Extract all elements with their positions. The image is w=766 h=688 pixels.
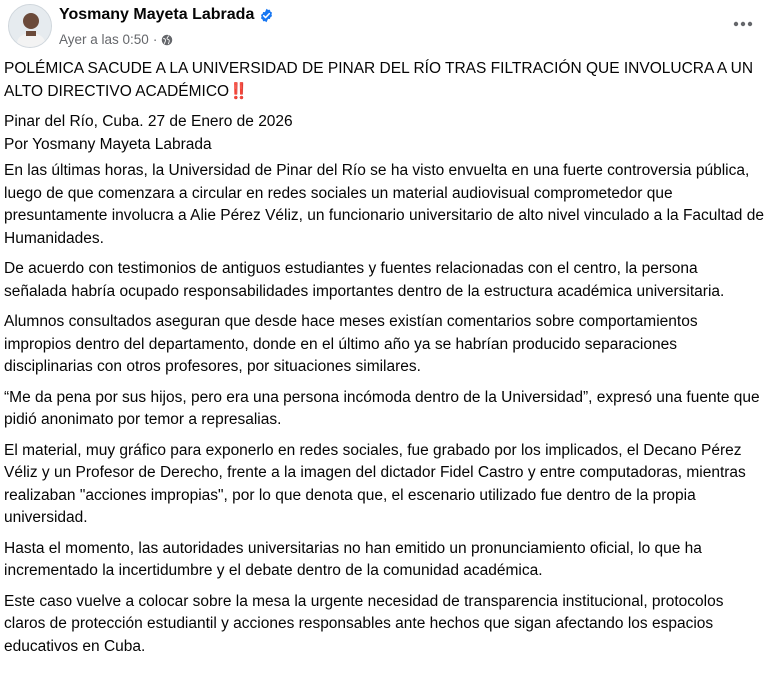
post-paragraph: El material, muy gráfico para exponerlo en redes sociales, fue grabado por los implicados, el Decano Pérez Véliz y un Profesor de Derecho, frente a la imagen del dictador Fidel Castro y entre computadoras, mientras realizaban "acciones impropias", por lo que denota que, el escenario utilizado fue dentro de la propia universidad. [4, 441, 746, 526]
double-exclamation-emoji: ‼️ [229, 82, 247, 100]
post-paragraph: De acuerdo con testimonios de antiguos estudiantes y fuentes relacionadas con el centro, la persona señalada habría ocupado responsabilidades importantes dentro de la estructura académica universitaria. [4, 260, 725, 300]
post-quote-paragraph: “Me da pena por sus hijos, pero era una persona incómoda dentro de la Universidad”, expresó una fuente que pidió anonimato por temor a represalias. [4, 388, 760, 428]
post-paragraph: Este caso vuelve a colocar sobre la mesa la urgente necesidad de transparencia institucional, protocolos claros de protección estudiantil y acciones responsables ante hechos que sigan afectando los espacios educativos en Cuba. [4, 592, 724, 655]
globe-icon[interactable] [161, 34, 173, 46]
meta-separator: · [152, 32, 158, 47]
more-options-button[interactable] [730, 14, 756, 34]
post-paragraph: En las últimas horas, la Universidad de Pinar del Río se ha visto envuelta en una fuerte controversia pública, luego de que comenzara a circular en redes sociales un material audiovisual comprometedor que presuntamente involucra a Alie Pérez Véliz, un funcionario universitario de alto nivel vinculado a la Facultad de Humanidades. [4, 162, 764, 247]
post-header [8, 4, 758, 54]
post-meta [59, 32, 173, 47]
author-name[interactable]: Yosmany Mayeta Labrada [59, 6, 255, 23]
post-paragraph: Hasta el momento, las autoridades universitarias no han emitido un pronunciamiento oficial, lo que ha incrementado la incertidumbre y el debate dentro de la comunidad académica. [4, 539, 702, 579]
avatar-photo-icon [9, 5, 52, 48]
headline-text: POLÉMICA SACUDE A LA UNIVERSIDAD DE PINAR DEL RÍO TRAS FILTRACIÓN QUE INVOLUCRA A UN ALTO DIRECTIVO ACADÉMICO [4, 60, 754, 100]
verified-badge-icon [259, 8, 274, 23]
post-paragraph: Alumnos consultados aseguran que desde hace meses existían comentarios sobre comportamientos impropios dentro del departamento, donde en el último año ya se habrían producido separaciones disciplinarias con otros profesores, por situaciones similares. [4, 313, 698, 375]
post-byline: Por Yosmany Mayeta Labrada [4, 135, 212, 153]
author-name-row [59, 6, 274, 24]
post-headline [4, 58, 764, 103]
more-horizontal-icon [733, 21, 753, 27]
author-avatar[interactable] [8, 4, 52, 48]
post-timestamp[interactable]: Ayer a las 0:50 [59, 32, 149, 47]
post-dateline: Pinar del Río, Cuba. 27 de Enero de 2026 [4, 113, 293, 130]
post-dateline-block [4, 111, 764, 156]
post-content [4, 58, 764, 666]
